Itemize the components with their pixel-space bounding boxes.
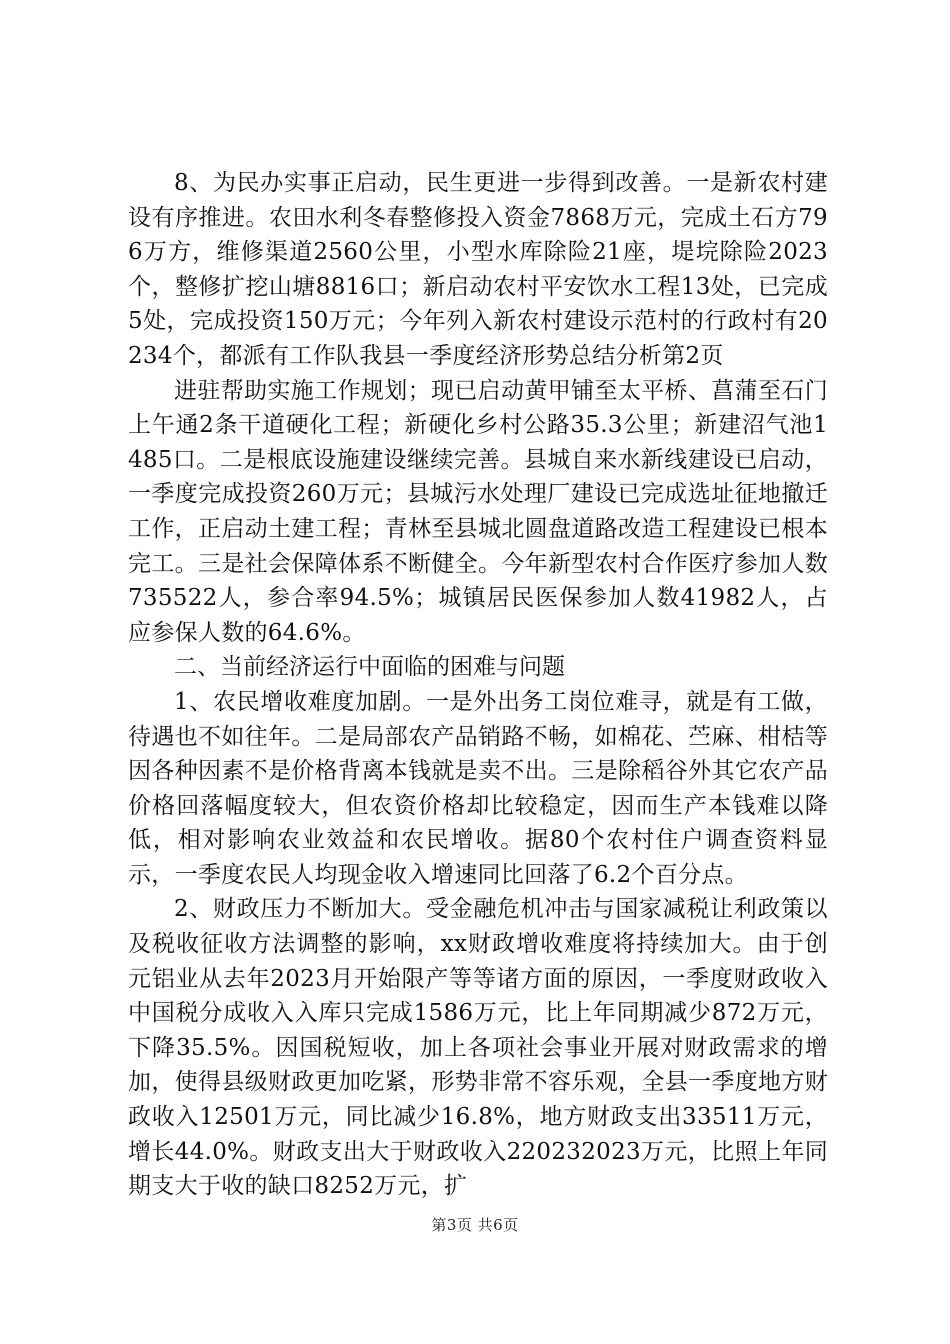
paragraph-livelihood: 8、为民办实事正启动，民生更进一步得到改善。一是新农村建设有序推进。农田水利冬春整修投入资金7868万元，完成土石方796万方，维修渠道2560公里，小型水库除险21座，堤垸除险2023个，整修扩挖山塘8816口；新启动农村平安饮水工程13处，已完成5处，完成投资150万元；今年列入新农村建设示范村的行政村有20234个，都派有工作队我县一季度经济形势总结分析第2页 xyxy=(128,170,828,369)
page-footer: 第3页 共6页 xyxy=(431,1216,519,1234)
paragraph-farmer-income: 1、农民增收难度加剧。一是外出务工岗位难寻，就是有工做，待遇也不如往年。二是局部农产品销路不畅，如棉花、苎麻、柑桔等因各种因素不是价格背离本钱就是卖不出。三是除稻谷外其它农产品价格回落幅度较大，但农资价格却比较稳定，因而生产本钱难以降低，相对影响农业效益和农民增收。据80个农村住户调查资料显示，一季度农民人均现金收入增速同比回落了6.2个百分点。 xyxy=(128,688,828,888)
paragraph-infrastructure: 进驻帮助实施工作规划；现已启动黄甲铺至太平桥、菖蒲至石门上午通2条干道硬化工程；新硬化乡村公路35.3公里；新建沼气池1485口。二是根底设施建设继续完善。县城自来水新线建设已启动，一季度完成投资260万元；县城污水处理厂建设已完成选址征地撤迁工作，正启动土建工程；青林至县城北圆盘道路改造工程建设已根本完工。三是社会保障体系不断健全。今年新型农村合作医疗参加人数735522人，参合率94.5%；城镇居民医保参加人数41982人，占应参保人数的64.6%。 xyxy=(128,377,828,646)
paragraph-fiscal-pressure: 2、财政压力不断加大。受金融危机冲击与国家减税让利政策以及税收征收方法调整的影响，xx财政增收难度将持续加大。由于创元铝业从去年2023月开始限产等等诸方面的原因，一季度财政收入中国税分成收入入库只完成1586万元，比上年同期减少872万元，下降35.5%。因国税短收，加上各项社会事业开展对财政需求的增加，使得县级财政更加吃紧，形势非常不容乐观，全县一季度地方财政收入12501万元，同比减少16.8%，地方财政支出33511万元，增长44.0%。财政支出大于财政收入220232023万元，比照上年同期支大于收的缺口8252万元，扩 xyxy=(128,896,828,1200)
document-body xyxy=(128,166,828,1204)
section-heading: 二、当前经济运行中面临的困难与问题 xyxy=(174,654,565,681)
